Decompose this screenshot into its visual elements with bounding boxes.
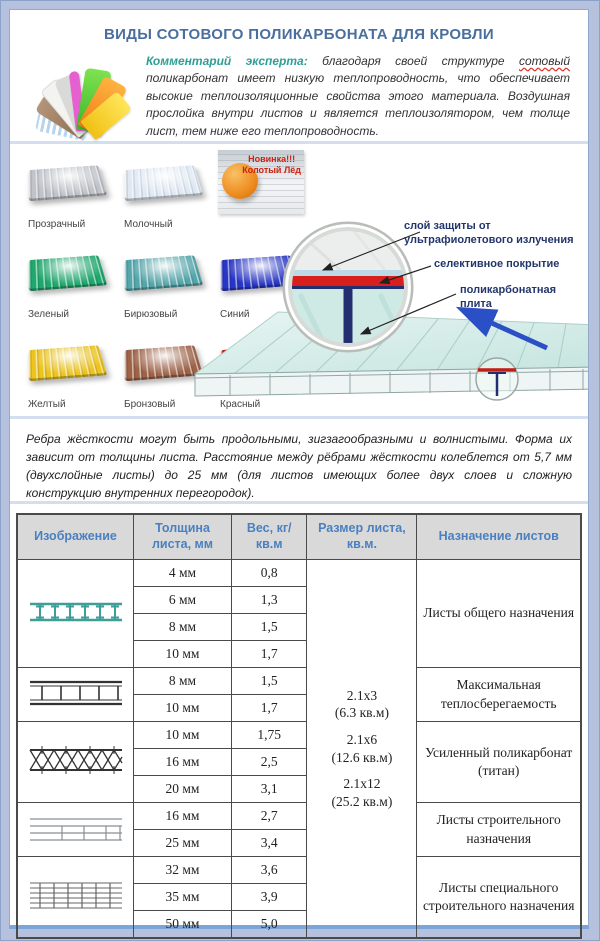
sample-label: Молочный xyxy=(124,219,173,230)
expert-text-2: поликарбонат имеет низкую теплопроводность, что обеспечивает высокие теплоизоляционные свойства этого материала. Воздушная прослойка внутри листов и является теплоизолятором, чем толще лист, тем ниже его теплопроводность. xyxy=(146,71,570,138)
thickness-cell: 8 мм xyxy=(134,614,232,641)
size-entry: 2.1x12 (25.2 кв.м) xyxy=(331,776,393,809)
purpose-cell: Листы общего назначения xyxy=(417,560,581,668)
table-header-0: Изображение xyxy=(17,514,134,560)
profile-image-cell xyxy=(17,803,134,857)
size-entry: 2.1x3 (6.3 кв.м) xyxy=(334,687,389,721)
weight-cell: 3,9 xyxy=(231,884,306,911)
weight-cell: 1,75 xyxy=(231,722,306,749)
size-entry: 2.1x6 (12.6 кв.м) xyxy=(331,731,393,765)
sample-card xyxy=(24,328,116,416)
diagram-label-uv: слой защиты от ультрафиолетового излучения xyxy=(404,220,574,246)
thickness-cell: 10 мм xyxy=(134,695,232,722)
air-gap-layer xyxy=(284,270,414,276)
diagram-label-plate: поликарбонатная плита xyxy=(460,284,557,310)
table-row xyxy=(17,668,581,695)
novinka-badge: Новинка!!! Колотый Лёд xyxy=(242,154,301,175)
weight-cell: 1,5 xyxy=(231,668,306,695)
purpose-cell: Максимальная теплосберегаемость xyxy=(417,668,581,722)
ribs-paragraph: Ребра жёсткости могут быть продольными, зигзагообразными и волнистыми. Форма их зависит от толщины листа. Расстояние между рёбрами жёсткости колеблется от 5,7 мм (двухслойные листы) до 25 мм (для листов имеющих более двух слоев и сложную конструкцию внутренних перегородок). xyxy=(26,432,572,500)
thickness-cell: 35 мм xyxy=(134,884,232,911)
thickness-cell: 50 мм xyxy=(134,911,232,939)
profile-image-cell xyxy=(17,668,134,722)
sample-label: Зеленый xyxy=(28,309,69,320)
profile-dense-grid-icon xyxy=(28,880,124,910)
weight-cell: 1,5 xyxy=(231,614,306,641)
spec-table-head xyxy=(17,514,581,560)
diagram-label-selective: селективное покрытие xyxy=(434,258,560,270)
expert-text-1: благодаря своей структуре xyxy=(322,54,505,68)
table-row xyxy=(17,560,581,587)
weight-cell: 5,0 xyxy=(231,911,306,939)
weight-cell: 2,7 xyxy=(231,803,306,830)
thickness-cell: 10 мм xyxy=(134,722,232,749)
header-panel xyxy=(10,10,588,144)
page-frame xyxy=(9,9,589,929)
profile-single-teal-icon xyxy=(28,597,124,627)
purpose-cell: Листы специального строительного назначения xyxy=(417,857,581,939)
profile-x-lattice-icon xyxy=(28,745,124,775)
weight-cell: 3,6 xyxy=(231,857,306,884)
detail-circle xyxy=(476,358,518,400)
thickness-cell: 16 мм xyxy=(134,749,232,776)
table-row xyxy=(17,803,581,830)
sample-label: Синий xyxy=(220,309,250,320)
sample-label: Бронзовый xyxy=(124,399,176,410)
thickness-cell: 20 мм xyxy=(134,776,232,803)
expert-label: Комментарий эксперта: xyxy=(146,54,308,68)
purpose-cell: Листы строительного назначения xyxy=(417,803,581,857)
misspelled-word: сотовый xyxy=(519,54,570,68)
sample-sheet-thumbnail xyxy=(29,345,107,381)
weight-cell: 3,1 xyxy=(231,776,306,803)
weight-cell: 1,3 xyxy=(231,587,306,614)
thickness-cell: 8 мм xyxy=(134,668,232,695)
sheet-size-cell xyxy=(307,560,417,939)
thickness-cell: 10 мм xyxy=(134,641,232,668)
profile-double-black-icon xyxy=(28,678,124,708)
sample-card xyxy=(24,148,116,236)
thickness-cell: 6 мм xyxy=(134,587,232,614)
table-header-2: Вес, кг/кв.м xyxy=(231,514,306,560)
sample-label: Желтый xyxy=(28,399,66,410)
sample-label: Прозрачный xyxy=(28,219,86,230)
expert-comment xyxy=(146,53,578,140)
sample-sheet-thumbnail xyxy=(29,255,107,291)
sample-label: Красный xyxy=(220,399,261,410)
thickness-cell: 4 мм xyxy=(134,560,232,587)
thickness-cell: 32 мм xyxy=(134,857,232,884)
thickness-cell: 16 мм xyxy=(134,803,232,830)
sample-label: Бирюзовый xyxy=(124,309,178,320)
weight-cell: 1,7 xyxy=(231,695,306,722)
info-paragraph-panel xyxy=(10,419,588,504)
purpose-cell: Усиленный поликарбонат (титан) xyxy=(417,722,581,803)
table-header-3: Размер листа, кв.м. xyxy=(307,514,417,560)
table-header-4: Назначение листов xyxy=(417,514,581,560)
spec-table-panel xyxy=(10,504,588,939)
profile-multiwall-light-icon xyxy=(28,813,124,843)
table-row xyxy=(17,722,581,749)
color-fan-image xyxy=(20,53,138,139)
weight-cell: 2,5 xyxy=(231,749,306,776)
table-header-1: Толщина листа, мм xyxy=(134,514,232,560)
profile-image-cell xyxy=(17,560,134,668)
weight-cell: 3,4 xyxy=(231,830,306,857)
selective-coating-layer xyxy=(284,276,414,286)
page-title: ВИДЫ СОТОВОГО ПОЛИКАРБОНАТА ДЛЯ КРОВЛИ xyxy=(104,26,494,43)
spec-table xyxy=(16,513,582,939)
table-row xyxy=(17,857,581,884)
sample-card xyxy=(24,238,116,326)
weight-cell: 0,8 xyxy=(231,560,306,587)
weight-cell: 1,7 xyxy=(231,641,306,668)
samples-panel xyxy=(10,144,588,419)
thickness-cell: 25 мм xyxy=(134,830,232,857)
profile-image-cell xyxy=(17,857,134,939)
profile-image-cell xyxy=(17,722,134,803)
spec-table-body xyxy=(17,560,581,939)
stiffening-rib xyxy=(344,289,353,347)
sample-sheet-thumbnail xyxy=(29,165,107,201)
